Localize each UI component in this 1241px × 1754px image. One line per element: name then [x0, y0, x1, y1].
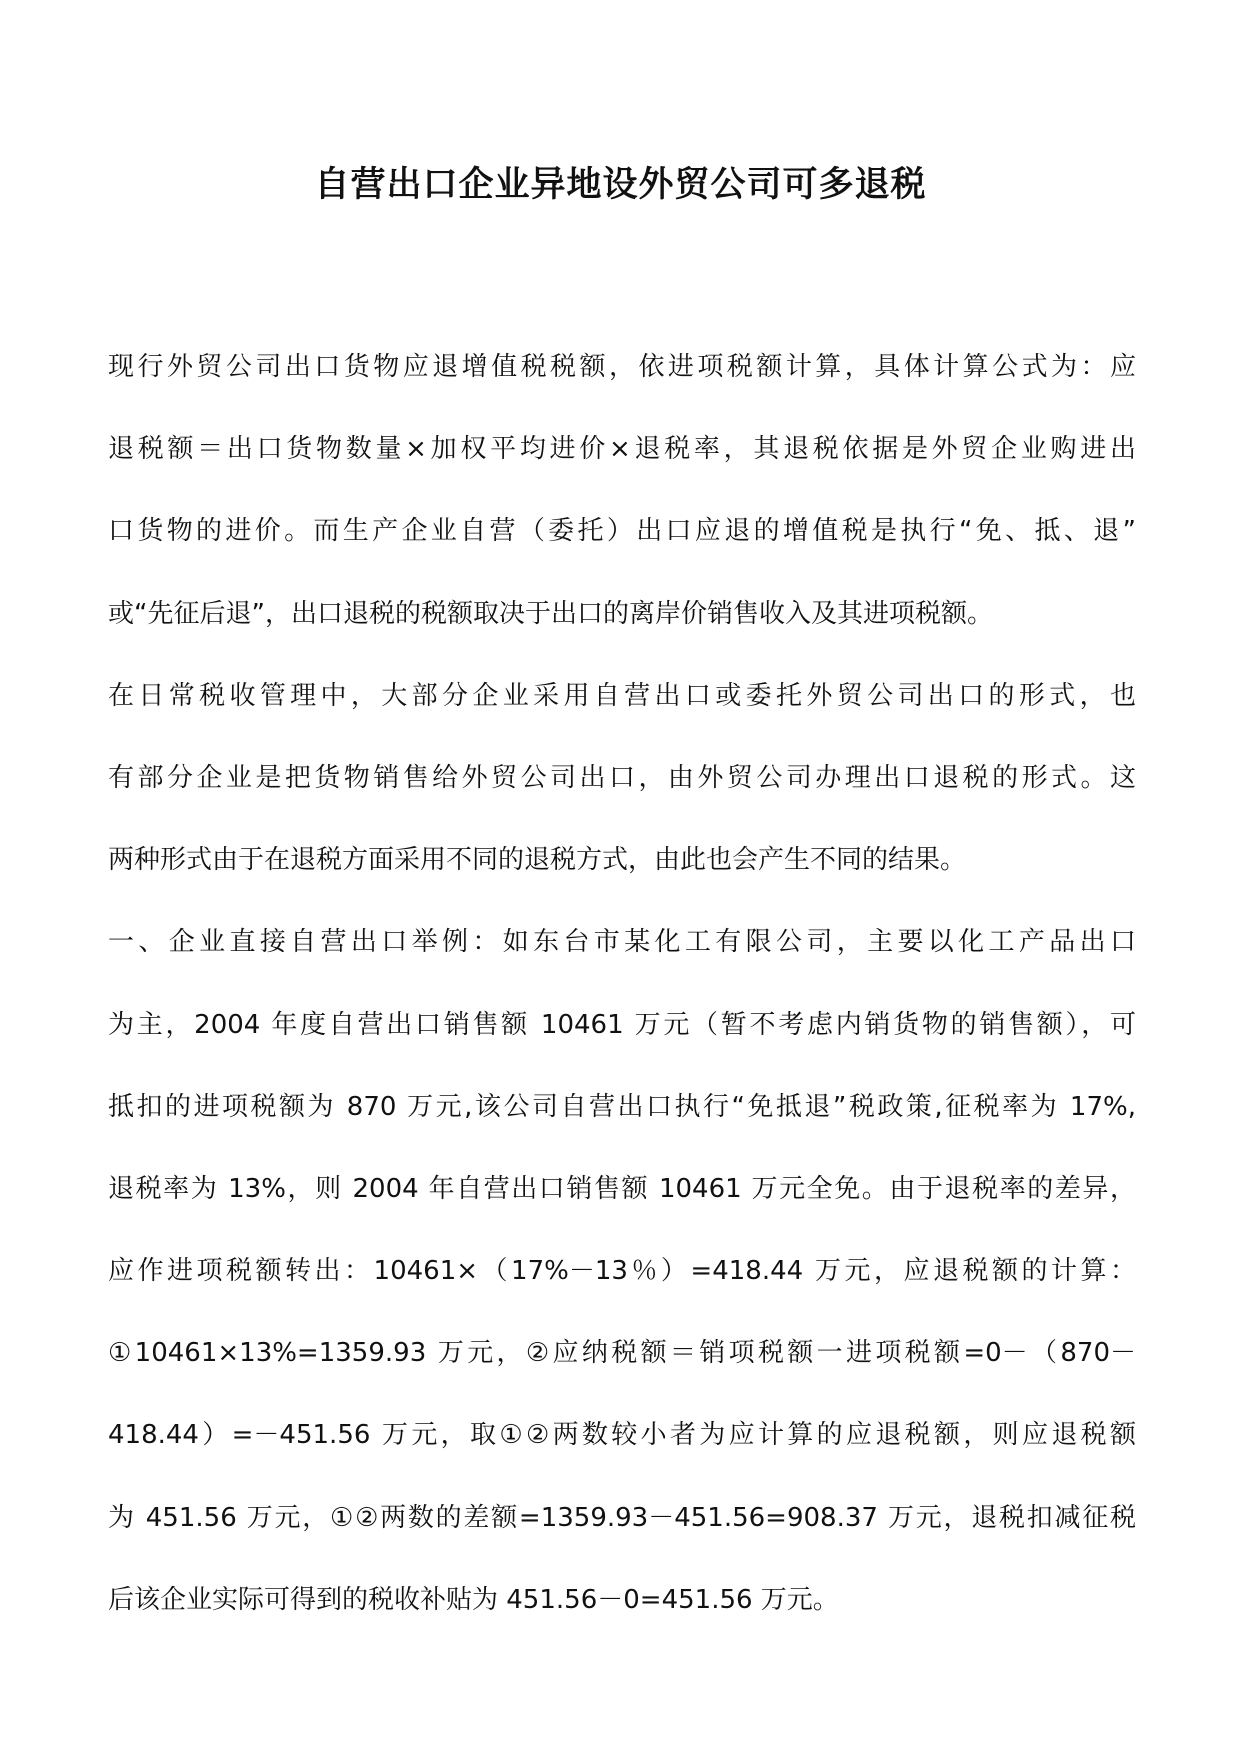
text-line: 在日常税收管理中，大部分企业采用自营出口或委托外贸公司出口的形式，也	[108, 680, 1136, 711]
text-line: 后该企业实际可得到的税收补贴为 451.56－0=451.56 万元。	[108, 1584, 839, 1615]
text-line: 有部分企业是把货物销售给外贸公司出口，由外贸公司办理出口退税的形式。这	[108, 762, 1136, 793]
text-line: 抵扣的进项税额为 870 万元,该公司自营出口执行“免抵退”税政策,征税率为 17%,	[108, 1091, 1136, 1122]
text-line: 两种形式由于在退税方面采用不同的退税方式，由此也会产生不同的结果。	[108, 845, 967, 876]
text-line: 现行外贸公司出口货物应退增值税税额，依进项税额计算，具体计算公式为：应	[108, 352, 1136, 382]
document-title: 自营出口企业异地设外贸公司可多退税	[314, 165, 927, 205]
text-line: 或“先征后退”，出口退税的税额取决于出口的离岸价销售收入及其进项税额。	[108, 598, 993, 629]
text-line: 退税率为 13%，则 2004 年自营出口销售额 10461 万元全免。由于退税率的差异，	[108, 1173, 1136, 1204]
text-line: 口货物的进价。而生产企业自营（委托）出口应退的增值税是执行“免、抵、退”	[108, 516, 1136, 547]
text-line: ①10461×13%=1359.93 万元，②应纳税额＝销项税额一进项税额=0－（870－	[108, 1338, 1136, 1369]
text-line: 一、企业直接自营出口举例：如东台市某化工有限公司，主要以化工产品出口	[108, 927, 1136, 958]
text-line: 应作进项税额转出：10461×（17%－13％）=418.44 万元，应退税额的计算：	[108, 1256, 1136, 1287]
text-line: 为主，2004 年度自营出口销售额 10461 万元（暂不考虑内销货物的销售额），可	[108, 1009, 1136, 1040]
text-line: 退税额＝出口货物数量×加权平均进价×退税率，其退税依据是外贸企业购进出	[108, 434, 1136, 465]
text-line: 为 451.56 万元，①②两数的差额=1359.93－451.56=908.37 万元，退税扣减征税	[108, 1502, 1136, 1533]
document-body	[108, 342, 1136, 1657]
text-line: 418.44）=－451.56 万元，取①②两数较小者为应计算的应退税额，则应退税额	[108, 1420, 1136, 1451]
